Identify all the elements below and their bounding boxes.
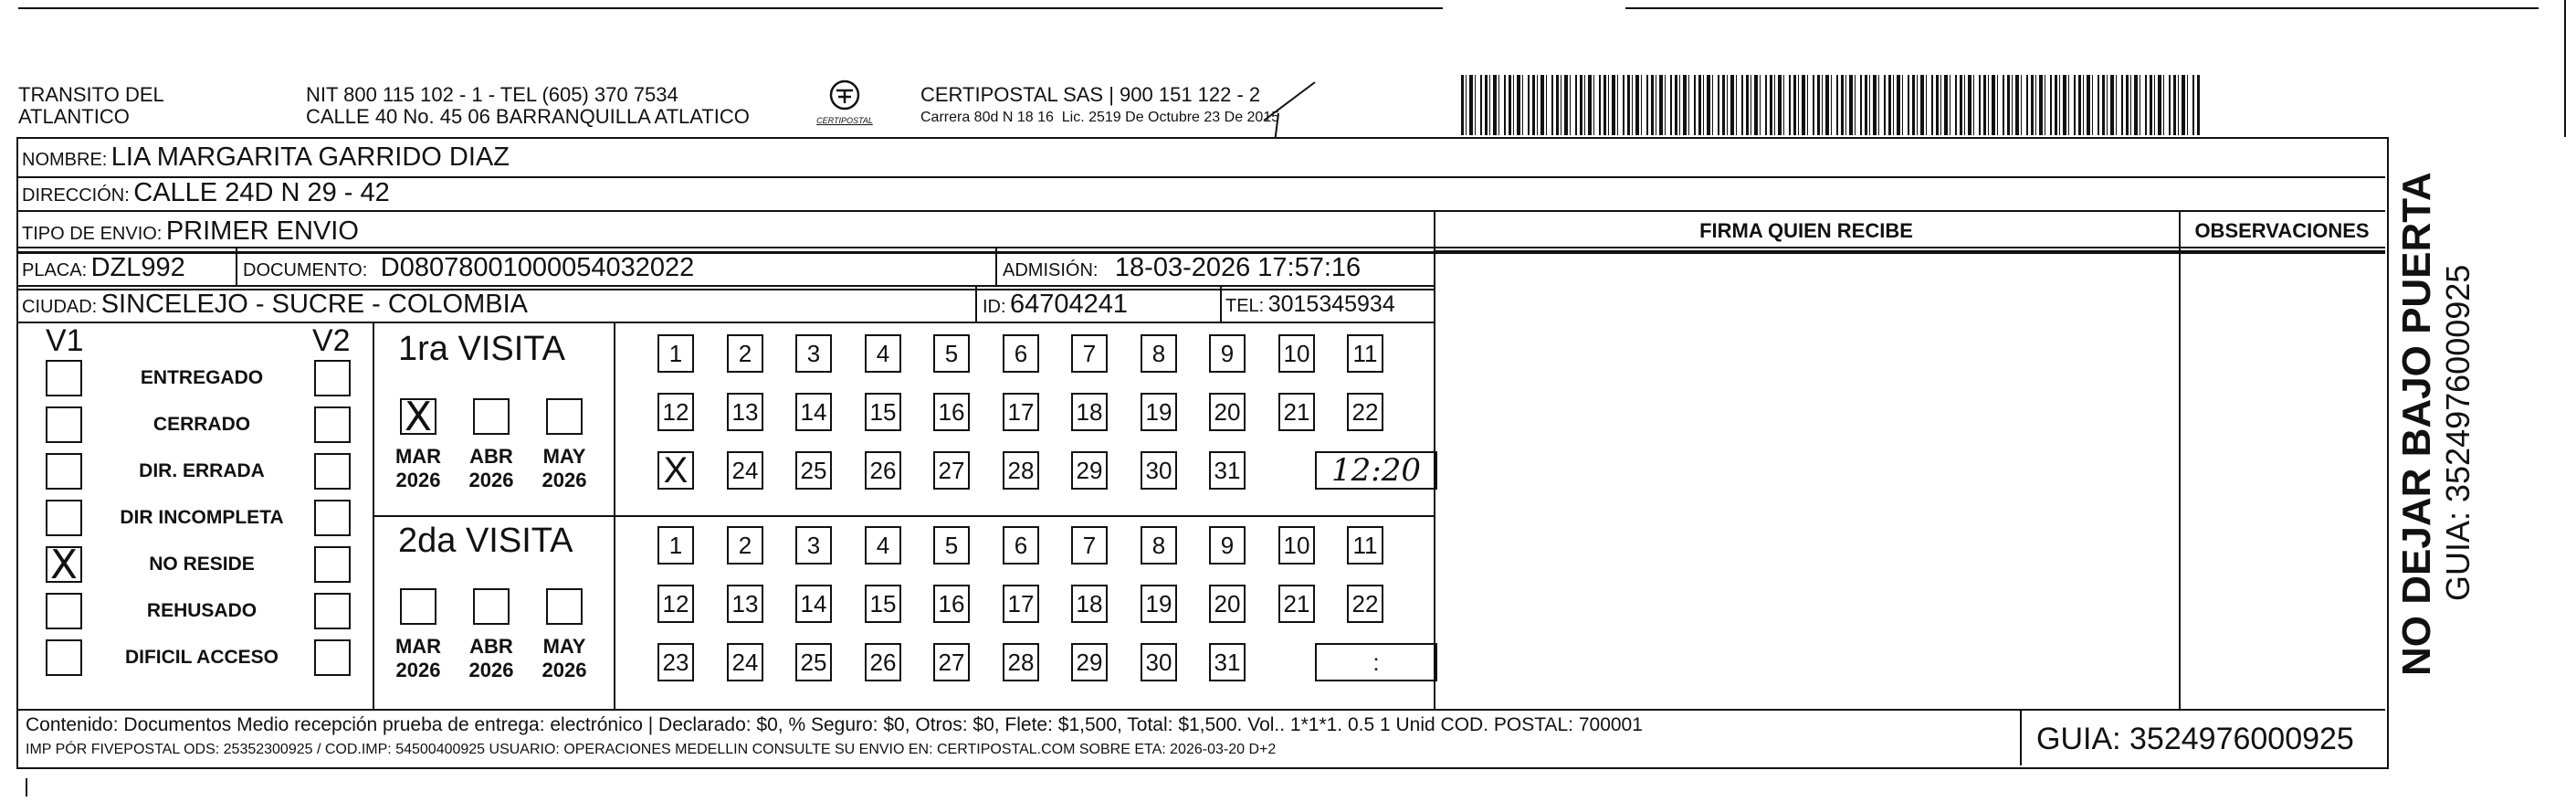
observaciones-label: OBSERVACIONES bbox=[2194, 219, 2370, 242]
v1-label: V1 bbox=[46, 323, 84, 358]
tel-row bbox=[1225, 290, 1395, 322]
day-box[interactable]: 19 bbox=[1141, 393, 1177, 431]
bottom-mark bbox=[26, 778, 27, 797]
ciudad-value: SINCELEJO - SUCRE - COLOMBIA bbox=[100, 290, 528, 319]
day-box[interactable]: 10 bbox=[1278, 526, 1315, 565]
tipo-label: TIPO DE ENVIO: bbox=[22, 224, 163, 244]
day-box[interactable]: 12 bbox=[657, 585, 694, 623]
visit2-title: 2da VISITA bbox=[398, 522, 573, 560]
transit-line-1: TRANSITO DEL bbox=[18, 83, 164, 106]
day-box[interactable]: 6 bbox=[1003, 526, 1039, 565]
time-box[interactable]: 12:20 bbox=[1315, 451, 1437, 490]
col-divider-doc bbox=[236, 248, 237, 287]
v2-checkbox[interactable] bbox=[314, 453, 351, 490]
status-label: DIR INCOMPLETA bbox=[120, 507, 284, 528]
time-box[interactable]: : bbox=[1315, 643, 1437, 681]
v2-checkbox[interactable] bbox=[314, 546, 351, 583]
id-label: ID: bbox=[983, 297, 1006, 317]
footer-line-2: IMP PÓR FIVEPOSTAL ODS: 25352300925 / COD.IMP: 54500400925 USUARIO: OPERACIONES MEDELLIN CONSULTE SU ENVIO EN: CERTIPOSTAL.COM SOBRE ETA: 2026-03-20 D+2 bbox=[26, 742, 1277, 757]
day-box[interactable]: 31 bbox=[1209, 451, 1246, 490]
visit1-title: 1ra VISITA bbox=[398, 330, 566, 368]
direccion-label: DIRECCIÓN: bbox=[22, 185, 130, 206]
tel-label: TEL: bbox=[1225, 296, 1265, 316]
col-divider-tel bbox=[1220, 287, 1222, 323]
day-box[interactable]: 31 bbox=[1209, 643, 1246, 681]
day-box[interactable]: 1 bbox=[657, 334, 694, 373]
day-box[interactable]: 29 bbox=[1071, 451, 1108, 490]
day-box[interactable]: 26 bbox=[865, 451, 901, 490]
admision-label: ADMISIÓN: bbox=[1003, 260, 1099, 280]
day-box[interactable]: 24 bbox=[727, 643, 763, 681]
day-box[interactable]: 20 bbox=[1209, 393, 1246, 431]
day-box[interactable]: 30 bbox=[1141, 451, 1177, 490]
nit-line-1: NIT 800 115 102 - 1 - TEL (605) 370 7534 bbox=[306, 83, 678, 106]
admision-value: 18-03-2026 17:57:16 bbox=[1114, 253, 1362, 282]
day-box[interactable]: 3 bbox=[795, 334, 832, 373]
month-checkbox[interactable]: X bbox=[400, 398, 436, 435]
col-divider-admision bbox=[995, 248, 997, 287]
firma-header-bottom-real bbox=[1434, 250, 2385, 252]
day-box[interactable]: 13 bbox=[727, 393, 763, 431]
status-label: REHUSADO bbox=[146, 600, 258, 621]
footer-guia-divider bbox=[2020, 709, 2022, 765]
day-box[interactable]: 3 bbox=[795, 526, 832, 565]
placa-row bbox=[22, 254, 185, 286]
day-box[interactable]: 27 bbox=[933, 643, 970, 681]
day-box[interactable]: 2 bbox=[727, 526, 763, 565]
day-box[interactable]: 1 bbox=[657, 526, 694, 565]
day-box[interactable]: 9 bbox=[1209, 526, 1246, 565]
day-box[interactable]: 16 bbox=[933, 393, 970, 431]
month-year: 2026 bbox=[541, 469, 587, 491]
day-box[interactable]: 22 bbox=[1347, 585, 1383, 623]
day-box[interactable]: 18 bbox=[1071, 393, 1108, 431]
v2-label: V2 bbox=[312, 323, 351, 358]
day-box[interactable]: 11 bbox=[1347, 526, 1383, 565]
v1-checkbox[interactable] bbox=[46, 593, 82, 629]
tel-value: 3015345934 bbox=[1267, 291, 1395, 317]
logo-text: CERTIPOSTAL bbox=[816, 116, 873, 125]
day-box[interactable]: 5 bbox=[933, 334, 970, 373]
status-label: NO RESIDE bbox=[149, 554, 255, 575]
month-year: 2026 bbox=[468, 659, 514, 681]
day-box[interactable]: 15 bbox=[865, 585, 901, 623]
month-label: MAR bbox=[394, 445, 442, 468]
documento-value: D08078001000054032022 bbox=[380, 253, 695, 282]
id-value: 64704241 bbox=[1010, 290, 1129, 319]
v1-checkbox[interactable] bbox=[46, 406, 82, 443]
day-box[interactable]: 26 bbox=[865, 643, 901, 681]
direccion-row bbox=[22, 179, 390, 211]
day-box[interactable]: 22 bbox=[1347, 393, 1383, 431]
day-box[interactable]: 15 bbox=[865, 393, 901, 431]
day-box[interactable]: 29 bbox=[1071, 643, 1108, 681]
v2-checkbox[interactable] bbox=[314, 406, 351, 443]
col-divider-obs bbox=[2179, 212, 2181, 709]
top-edge-line bbox=[18, 7, 1443, 9]
status-label: CERRADO bbox=[152, 414, 251, 435]
day-box[interactable]: 12 bbox=[657, 393, 694, 431]
nombre-row bbox=[22, 143, 510, 175]
v1-checkbox[interactable] bbox=[46, 360, 82, 396]
day-box[interactable]: 30 bbox=[1141, 643, 1177, 681]
day-box[interactable]: 9 bbox=[1209, 334, 1246, 373]
month-checkbox[interactable] bbox=[400, 588, 436, 625]
direccion-value: CALLE 24D N 29 - 42 bbox=[133, 178, 390, 207]
side-warning: NO DEJAR BAJO PUERTA bbox=[2394, 172, 2439, 676]
v1-checkbox[interactable]: X bbox=[46, 546, 82, 583]
status-label: ENTREGADO bbox=[140, 367, 264, 388]
month-label: MAY bbox=[542, 445, 586, 468]
ciudad-label: CIUDAD: bbox=[22, 297, 98, 317]
day-box[interactable]: 8 bbox=[1141, 334, 1177, 373]
status-label: DIR. ERRADA bbox=[139, 460, 265, 481]
right-edge-mark bbox=[2564, 0, 2566, 137]
month-year: 2026 bbox=[541, 659, 587, 681]
day-box[interactable]: 5 bbox=[933, 526, 970, 565]
day-box[interactable]: 11 bbox=[1347, 334, 1383, 373]
col-divider-id bbox=[975, 287, 977, 323]
company-line-1: CERTIPOSTAL SAS | 900 151 122 - 2 bbox=[920, 83, 1261, 106]
day-box[interactable]: 6 bbox=[1003, 334, 1039, 373]
nombre-label: NOMBRE: bbox=[22, 150, 108, 170]
v1-checkbox[interactable] bbox=[46, 453, 82, 490]
day-box[interactable]: 18 bbox=[1071, 585, 1108, 623]
logo-icon bbox=[826, 79, 863, 111]
transit-line-2: ATLANTICO bbox=[18, 105, 130, 128]
v1-checkbox[interactable] bbox=[46, 500, 82, 536]
month-label: MAY bbox=[542, 635, 586, 658]
nombre-value: LIA MARGARITA GARRIDO DIAZ bbox=[110, 142, 510, 172]
documento-label: DOCUMENTO: bbox=[243, 260, 368, 280]
day-box[interactable]: 28 bbox=[1003, 451, 1039, 490]
company-line-2: Carrera 80d N 18 16 Lic. 2519 De Octubre 23 De 2015 bbox=[920, 110, 1280, 125]
day-box[interactable]: 4 bbox=[865, 526, 901, 565]
day-box[interactable]: 20 bbox=[1209, 585, 1246, 623]
day-box[interactable]: 14 bbox=[795, 393, 832, 431]
day-box[interactable]: 23 bbox=[657, 643, 694, 681]
visit-divider-days bbox=[614, 515, 1434, 517]
firma-label: FIRMA QUIEN RECIBE bbox=[1699, 219, 1913, 242]
day-box[interactable]: 8 bbox=[1141, 526, 1177, 565]
top-edge-line-right bbox=[1625, 7, 2539, 9]
v2-checkbox[interactable] bbox=[314, 360, 351, 396]
day-box[interactable]: 24 bbox=[727, 451, 763, 490]
day-box[interactable]: 7 bbox=[1071, 526, 1108, 565]
day-box[interactable]: 16 bbox=[933, 585, 970, 623]
month-year: 2026 bbox=[395, 469, 441, 491]
day-box[interactable]: 4 bbox=[865, 334, 901, 373]
month-checkbox[interactable] bbox=[546, 398, 583, 435]
footer-line-1: Contenido: Documentos Medio recepción prueba de entrega: electrónico | Declarado: $0, % Seguro: $0, Otros: $0, Flete: $1,500, Total: $1,500. Vol.. 1*1*1. 0.5 1 Unid COD. POSTAL: 700001 bbox=[26, 714, 1643, 735]
month-year: 2026 bbox=[395, 659, 441, 681]
v1-checkbox[interactable] bbox=[46, 639, 82, 676]
day-box[interactable]: 19 bbox=[1141, 585, 1177, 623]
day-box[interactable]: 2 bbox=[727, 334, 763, 373]
documento-row bbox=[243, 254, 694, 286]
footer-guia: GUIA: 3524976000925 bbox=[2036, 722, 2354, 756]
day-box[interactable]: 21 bbox=[1278, 393, 1315, 431]
visit-divider bbox=[373, 515, 614, 517]
day-box[interactable]: 28 bbox=[1003, 643, 1039, 681]
tipo-value: PRIMER ENVIO bbox=[165, 216, 359, 246]
month-checkbox[interactable] bbox=[473, 588, 510, 625]
footer-divider bbox=[16, 709, 2385, 711]
day-box[interactable]: 25 bbox=[795, 451, 832, 490]
month-checkbox[interactable] bbox=[473, 398, 510, 435]
month-label: ABR bbox=[469, 635, 513, 658]
day-box[interactable]: 17 bbox=[1003, 393, 1039, 431]
nit-line-2: CALLE 40 No. 45 06 BARRANQUILLA ATLATICO bbox=[306, 105, 750, 128]
row-line bbox=[16, 247, 2385, 248]
v2-checkbox[interactable] bbox=[314, 593, 351, 629]
day-box[interactable]: 17 bbox=[1003, 585, 1039, 623]
placa-label: PLACA: bbox=[22, 260, 88, 280]
certipostal-logo bbox=[808, 79, 881, 130]
day-box[interactable]: 14 bbox=[795, 585, 832, 623]
day-box[interactable]: 7 bbox=[1071, 334, 1108, 373]
day-box[interactable]: 25 bbox=[795, 643, 832, 681]
day-box[interactable]: 21 bbox=[1278, 585, 1315, 623]
month-label: MAR bbox=[394, 635, 442, 658]
admision-row bbox=[1003, 254, 1361, 286]
day-box-crossed[interactable]: X bbox=[657, 451, 694, 490]
tipo-row bbox=[22, 217, 359, 249]
day-box[interactable]: 10 bbox=[1278, 334, 1315, 373]
month-checkbox[interactable] bbox=[546, 588, 583, 625]
id-row bbox=[983, 290, 1128, 322]
day-box[interactable]: 27 bbox=[933, 451, 970, 490]
v2-checkbox[interactable] bbox=[314, 639, 351, 676]
v2-checkbox[interactable] bbox=[314, 500, 351, 536]
status-label: DIFICIL ACCESO bbox=[124, 647, 279, 668]
placa-value: DZL992 bbox=[90, 253, 185, 282]
day-box[interactable]: 13 bbox=[727, 585, 763, 623]
month-label: ABR bbox=[469, 445, 513, 468]
barcode bbox=[1461, 75, 2201, 135]
side-guia: GUIA: 3524976000925 bbox=[2439, 264, 2476, 601]
month-year: 2026 bbox=[468, 469, 514, 491]
ciudad-row bbox=[22, 290, 528, 322]
